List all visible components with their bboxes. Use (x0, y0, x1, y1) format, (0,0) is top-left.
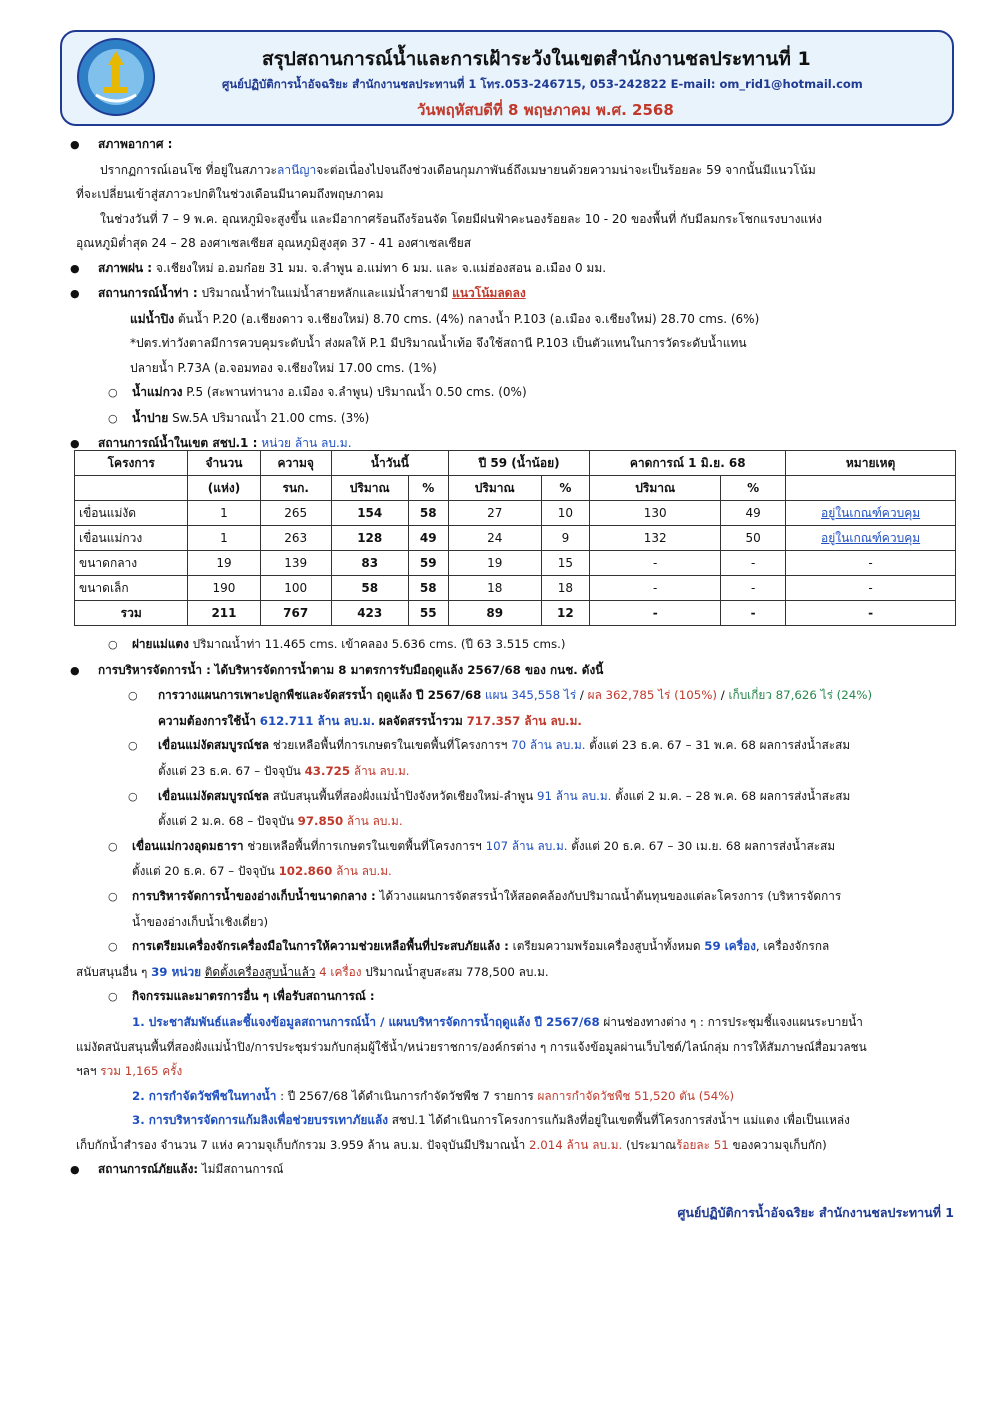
table-cell: - (786, 551, 956, 576)
reservoir-heading: ●สถานการณ์น้ำในเขต สชป.1 : หน่วย ล้าน ลบ.ม. (70, 431, 960, 457)
management-item: ○การวางแผนการเพาะปลูกพืชและจัดสรรน้ำ ฤดูแล้ง ปี 2567/68 แผน 345,558 ไร่ / ผล 362,785 ไร่ (105%) / เก็บเกี่ยว 87,626 ไร่ (24%) (70, 683, 960, 709)
table-cell: - (721, 551, 786, 576)
table-cell: 58 (408, 576, 448, 601)
circle-bullet-icon (108, 834, 132, 860)
table-cell: 1 (188, 526, 260, 551)
weir-line: ○ฝายแม่แตง ปริมาณน้ำท่า 11.465 cms. เข้าคลอง 5.636 cms. (ปี 63 3.515 cms.) (70, 632, 960, 658)
table-cell: 49 (408, 526, 448, 551)
circle-bullet-icon (108, 380, 132, 406)
table-cell: เขื่อนแม่งัด (75, 501, 188, 526)
report-body-lower (70, 632, 960, 1183)
royal-irrigation-logo-icon (76, 37, 156, 117)
table-cell: ขนาดเล็ก (75, 576, 188, 601)
report-header (60, 30, 954, 126)
table-cell: 190 (188, 576, 260, 601)
activity-item-line: เก็บกักน้ำสำรอง จำนวน 7 แห่ง ความจุเก็บกักรวม 3.959 ล้าน ลบ.ม. ปัจจุบันมีปริมาณน้ำ 2.014 ล้าน ลบ.ม. (ประมาณร้อยละ 51 ของความจุเก็บกัก) (76, 1137, 827, 1152)
table-cell: 263 (260, 526, 331, 551)
table-cell: 10 (541, 501, 590, 526)
table-cell: 1 (188, 501, 260, 526)
management-item: ○กิจกรรมและมาตรการอื่น ๆ เพื่อรับสถานการณ์ : (70, 984, 960, 1010)
circle-bullet-icon (108, 984, 132, 1010)
runoff-section: ●สถานการณ์น้ำท่า : ปริมาณน้ำท่าในแม่น้ำสายหลักและแม่น้ำสาขามี แนวโน้มลดลง (70, 281, 960, 307)
report-subtitle: ศูนย์ปฏิบัติการน้ำอัจฉริยะ สำนักงานชลประทานที่ 1 โทร.053-246715, 053-242822 E-mail: om_rid1@hotmail.com (222, 77, 863, 91)
management-heading: ●การบริหารจัดการน้ำ : ได้บริหารจัดการน้ำตาม 8 มาตรการรับมือฤดูแล้ง 2567/68 ของ กนช. ดังนี้ (70, 658, 960, 684)
table-cell: 130 (590, 501, 721, 526)
circle-bullet-icon (108, 406, 132, 432)
management-item-line: ตั้งแต่ 23 ธ.ค. 67 – ปัจจุบัน 43.725 ล้าน ลบ.ม. (158, 763, 410, 778)
management-item-line: น้ำของอ่างเก็บน้ำเชิงเดี่ยว) (132, 914, 269, 929)
reservoir-table (74, 450, 956, 626)
table-cell: เขื่อนแม่กวง (75, 526, 188, 551)
table-cell: 83 (331, 551, 408, 576)
bullet-icon (70, 256, 98, 282)
table-row (75, 526, 956, 551)
table-cell: 15 (541, 551, 590, 576)
management-item: ○การเตรียมเครื่องจักรเครื่องมือในการให้ความช่วยเหลือพื้นที่ประสบภัยแล้ง : เตรียมความพร้อมเครื่องสูบน้ำทั้งหมด 59 เครื่อง, เครื่องจักรกล (70, 934, 960, 960)
runoff-note: ปลายน้ำ P.73A (อ.จอมทอง จ.เชียงใหม่ 17.00 cms. (1%) (130, 360, 437, 375)
circle-bullet-icon (128, 784, 158, 810)
circle-bullet-icon (108, 884, 132, 910)
management-item: ○เขื่อนแม่กวงอุดมธารา ช่วยเหลือพื้นที่การเกษตรในเขตพื้นที่โครงการฯ 107 ล้าน ลบ.ม. ตั้งแต่ 20 ธ.ค. 67 – 30 เม.ย. 68 ผลการส่งน้ำสะสม (70, 834, 960, 860)
report-body (70, 132, 960, 457)
table-cell: - (721, 576, 786, 601)
weather-line: ปรากฏการณ์เอนโซ ที่อยู่ในสภาวะลานีญาจะต่อเนื่องไปจนถึงช่วงเดือนกุมภาพันธ์ถึงเมษายนด้วยความน่าจะเป็นร้อยละ 59 จากนั้นมีแนวโน้ม (100, 162, 816, 177)
report-title: สรุปสถานการณ์น้ำและการเฝ้าระวังในเขตสำนักงานชลประทานที่ 1 (262, 48, 811, 70)
activity-item: 1. ประชาสัมพันธ์และชี้แจงข้อมูลสถานการณ์น้ำ / แผนบริหารจัดการน้ำฤดูแล้ง ปี 2567/68 ผ่านช่องทางต่าง ๆ : การประชุมชี้แจงแผนระบายน้ำ (132, 1014, 863, 1029)
table-cell: 265 (260, 501, 331, 526)
table-cell: - (786, 576, 956, 601)
management-item: ○เขื่อนแม่งัดสมบูรณ์ชล สนับสนุนพื้นที่สองฝั่งแม่น้ำปิงจังหวัดเชียงใหม่-ลำพูน 91 ล้าน ลบ.ม. ตั้งแต่ 2 ม.ค. – 28 พ.ค. 68 ผลการส่งน้ำสะสม (70, 784, 960, 810)
activity-item: 2. การกำจัดวัชพืชในทางน้ำ : ปี 2567/68 ได้ดำเนินการกำจัดวัชพืช 7 รายการ ผลการกำจัดวัชพืช 51,520 ตัน (54%) (132, 1088, 735, 1103)
bullet-icon (70, 658, 98, 684)
table-cell: 49 (721, 501, 786, 526)
table-cell: 19 (188, 551, 260, 576)
table-cell: ขนาดกลาง (75, 551, 188, 576)
table-cell: 24 (448, 526, 541, 551)
table-cell: 27 (448, 501, 541, 526)
kuang-river-line: ○น้ำแม่กวง P.5 (สะพานท่านาง อ.เมือง จ.ลำพูน) ปริมาณน้ำ 0.50 cms. (0%) (70, 380, 960, 406)
table-cell: อยู่ในเกณฑ์ควบคุม (786, 501, 956, 526)
table-cell: 59 (408, 551, 448, 576)
weather-line: อุณหภูมิต่ำสุด 24 – 28 องศาเซลเซียส อุณหภูมิสูงสุด 37 - 41 องศาเซลเซียส (76, 236, 472, 250)
weather-heading: ●สภาพอากาศ : (70, 132, 960, 158)
table-cell: 9 (541, 526, 590, 551)
management-item-line: สนับสนุนอื่น ๆ 39 หน่วย ติดตั้งเครื่องสูบน้ำแล้ว 4 เครื่อง ปริมาณน้ำสูบสะสม 778,500 ลบ.ม. (76, 964, 549, 979)
table-cell: - (590, 551, 721, 576)
weather-line: ในช่วงวันที่ 7 – 9 พ.ค. อุณหภูมิจะสูงขึ้น และมีอากาศร้อนถึงร้อนจัด โดยมีฝนฟ้าคะนองร้อยละ 10 - 20 ของพื้นที่ กับมีลมกระโชกแรงบางแห่ง (100, 211, 822, 226)
table-cell: 18 (448, 576, 541, 601)
management-item-line: ความต้องการใช้น้ำ 612.711 ล้าน ลบ.ม. ผลจัดสรรน้ำรวม 717.357 ล้าน ลบ.ม. (158, 713, 582, 728)
management-item: ○เขื่อนแม่งัดสมบูรณ์ชล ช่วยเหลือพื้นที่การเกษตรในเขตพื้นที่โครงการฯ 70 ล้าน ลบ.ม. ตั้งแต่ 23 ธ.ค. 67 – 31 พ.ค. 68 ผลการส่งน้ำสะสม (70, 733, 960, 759)
bullet-icon (70, 281, 98, 307)
bullet-icon (70, 1157, 98, 1183)
report-date: วันพฤหัสบดีที่ 8 พฤษภาคม พ.ศ. 2568 (417, 101, 674, 119)
management-item: ○การบริหารจัดการน้ำของอ่างเก็บน้ำขนาดกลาง : ได้วางแผนการจัดสรรน้ำให้สอดคล้องกับปริมาณน้ำต้นทุนของแต่ละโครงการ (บริหารจัดการ (70, 884, 960, 910)
table-row (75, 501, 956, 526)
table-cell: - (590, 576, 721, 601)
management-item-line: ตั้งแต่ 20 ธ.ค. 67 – ปัจจุบัน 102.860 ล้าน ลบ.ม. (132, 864, 392, 879)
table-header-row: โครงการ จำนวน ความจุ น้ำวันนี้ ปี 59 (น้ำน้อย) คาดการณ์ 1 มิ.ย. 68 หมายเหตุ (75, 451, 956, 476)
table-cell: 139 (260, 551, 331, 576)
circle-bullet-icon (128, 683, 158, 709)
footer-signature: ศูนย์ปฏิบัติการน้ำอัจฉริยะ สำนักงานชลประทานที่ 1 (677, 1205, 954, 1220)
management-item-line: ตั้งแต่ 2 ม.ค. 68 – ปัจจุบัน 97.850 ล้าน ลบ.ม. (158, 814, 403, 829)
ping-river-line: แม่น้ำปิง ต้นน้ำ P.20 (อ.เชียงดาว จ.เชียงใหม่) 8.70 cms. (4%) กลางน้ำ P.103 (อ.เมือง จ.เชียงใหม่) 28.70 cms. (6%) (130, 311, 760, 326)
activity-item: 3. การบริหารจัดการแก้มลิงเพื่อช่วยบรรเทาภัยแล้ง สชป.1 ได้ดำเนินการโครงการแก้มลิงที่อยู่ในเขตพื้นที่โครงการส่งน้ำฯ แม่แตง เพื่อเป็นแหล่ง (132, 1113, 850, 1128)
table-cell: 100 (260, 576, 331, 601)
table-cell: 58 (408, 501, 448, 526)
runoff-note: *ปตร.ท่าวังตาลมีการควบคุมระดับน้ำ ส่งผลให้ P.1 มีปริมาณน้ำเท้อ จึงใช้สถานี P.103 เป็นตัวแทนในการวัดระดับน้ำแทน (130, 336, 747, 350)
table-total-row: รวม 211 767 423 55 89 12 - - - (75, 601, 956, 626)
table-cell: อยู่ในเกณฑ์ควบคุม (786, 526, 956, 551)
table-row (75, 551, 956, 576)
pai-river-line: ○น้ำปาย Sw.5A ปริมาณน้ำ 21.00 cms. (3%) (70, 406, 960, 432)
rain-section: ●สภาพฝน : จ.เชียงใหม่ อ.อมก๋อย 31 มม. จ.ลำพูน อ.แม่ทา 6 มม. และ จ.แม่ฮ่องสอน อ.เมือง 0 มม. (70, 256, 960, 282)
table-cell: 58 (331, 576, 408, 601)
circle-bullet-icon (108, 632, 132, 658)
activity-item-line: ฯลฯ รวม 1,165 ครั้ง (76, 1064, 183, 1079)
circle-bullet-icon (128, 733, 158, 759)
activity-item-line: แม่งัดสนับสนุนพื้นที่สองฝั่งแม่น้ำปิง/การประชุมร่วมกับกลุ่มผู้ใช้น้ำ/หน่วยราชการ/องค์กรต่าง ๆ การแจ้งข้อมูลผ่านเว็บไซต์/ไลน์กลุ่ม การให้สัมภาษณ์สื่อมวลชน (76, 1039, 867, 1054)
table-cell: 18 (541, 576, 590, 601)
table-header-row: (แห่ง) รนก. ปริมาณ % ปริมาณ % ปริมาณ % (75, 476, 956, 501)
table-cell: 132 (590, 526, 721, 551)
circle-bullet-icon (108, 934, 132, 960)
table-cell: 128 (331, 526, 408, 551)
weather-line: ที่จะเปลี่ยนเข้าสู่สภาวะปกติในช่วงเดือนมีนาคมถึงพฤษภาคม (76, 187, 384, 201)
table-cell: 154 (331, 501, 408, 526)
bullet-icon (70, 132, 98, 158)
disaster-section: ●สถานการณ์ภัยแล้ง: ไม่มีสถานการณ์ (70, 1157, 960, 1183)
table-cell: 50 (721, 526, 786, 551)
table-cell: 19 (448, 551, 541, 576)
table-row (75, 576, 956, 601)
